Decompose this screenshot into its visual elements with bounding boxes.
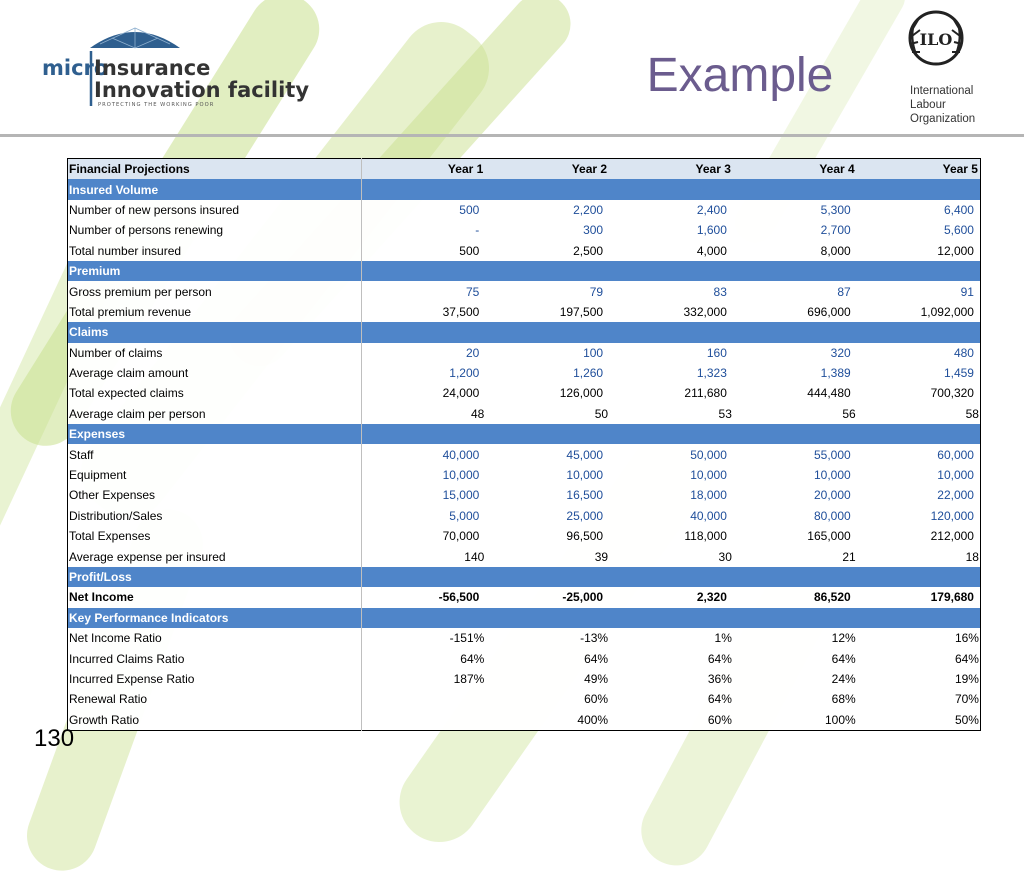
table-row bbox=[68, 587, 981, 607]
table-row bbox=[68, 404, 981, 424]
table-cell: 22,000 bbox=[857, 485, 981, 505]
table-cell: 5,000 bbox=[362, 506, 486, 526]
table-row bbox=[68, 506, 981, 526]
row-label: Total premium revenue bbox=[68, 302, 362, 322]
table-row bbox=[68, 710, 981, 731]
page-number: 130 bbox=[34, 725, 75, 752]
table-cell: 40,000 bbox=[609, 506, 733, 526]
row-label: Net Income bbox=[68, 587, 362, 607]
table-cell: 480 bbox=[857, 343, 981, 363]
table-cell: 75 bbox=[362, 281, 486, 301]
section-fill bbox=[362, 424, 486, 444]
slide-title: Example bbox=[646, 49, 834, 102]
column-header: Year 1 bbox=[362, 159, 486, 180]
table-cell: 2,400 bbox=[609, 200, 733, 220]
ilo-logo bbox=[900, 8, 990, 133]
table-cell: 179,680 bbox=[857, 587, 981, 607]
table-cell: 2,320 bbox=[609, 587, 733, 607]
section-fill bbox=[362, 322, 486, 342]
table-cell: 100% bbox=[733, 710, 857, 731]
column-header: Year 3 bbox=[609, 159, 733, 180]
table-cell bbox=[362, 710, 486, 731]
table-cell: 16,500 bbox=[485, 485, 609, 505]
row-label: Distribution/Sales bbox=[68, 506, 362, 526]
table-cell: 18,000 bbox=[609, 485, 733, 505]
table-cell: 37,500 bbox=[362, 302, 486, 322]
table-row bbox=[68, 444, 981, 464]
column-header: Year 5 bbox=[857, 159, 981, 180]
table-cell: 19% bbox=[857, 669, 981, 689]
table-row bbox=[68, 648, 981, 668]
table-cell: 2,700 bbox=[733, 220, 857, 240]
logo-text-micro: micro bbox=[42, 56, 109, 80]
section-fill bbox=[362, 179, 486, 199]
table-cell: 1,459 bbox=[857, 363, 981, 383]
table-cell: 4,000 bbox=[609, 241, 733, 261]
column-header: Financial Projections bbox=[68, 159, 362, 180]
table-row bbox=[68, 485, 981, 505]
section-fill bbox=[485, 424, 609, 444]
row-label: Growth Ratio bbox=[68, 710, 362, 731]
table-cell: 50,000 bbox=[609, 444, 733, 464]
table-row bbox=[68, 526, 981, 546]
table-cell: 444,480 bbox=[733, 383, 857, 403]
table-cell: 60% bbox=[485, 689, 609, 709]
table-row bbox=[68, 689, 981, 709]
table-cell: 24,000 bbox=[362, 383, 486, 403]
row-label: Average expense per insured bbox=[68, 546, 362, 566]
table-cell: 126,000 bbox=[485, 383, 609, 403]
table-cell: 30 bbox=[609, 546, 733, 566]
section-fill bbox=[609, 179, 733, 199]
section-fill bbox=[362, 261, 486, 281]
section-fill bbox=[609, 608, 733, 628]
table-cell: 1,600 bbox=[609, 220, 733, 240]
row-label: Equipment bbox=[68, 465, 362, 485]
table-cell: 87 bbox=[733, 281, 857, 301]
row-label: Staff bbox=[68, 444, 362, 464]
table-cell: 24% bbox=[733, 669, 857, 689]
table-cell: 50% bbox=[857, 710, 981, 731]
table-cell: 64% bbox=[362, 648, 486, 668]
table-cell: 58 bbox=[857, 404, 981, 424]
section-fill bbox=[857, 608, 981, 628]
section-fill bbox=[733, 608, 857, 628]
table-cell: 1,323 bbox=[609, 363, 733, 383]
table-cell: 1,200 bbox=[362, 363, 486, 383]
table-cell: 165,000 bbox=[733, 526, 857, 546]
table-cell: 55,000 bbox=[733, 444, 857, 464]
table-cell: 48 bbox=[362, 404, 486, 424]
section-fill bbox=[733, 567, 857, 587]
table-cell: 10,000 bbox=[362, 465, 486, 485]
table-cell: 91 bbox=[857, 281, 981, 301]
logo-text-insurance: Insurance bbox=[94, 56, 211, 80]
table-cell: 160 bbox=[609, 343, 733, 363]
table-cell: 500 bbox=[362, 241, 486, 261]
table-cell: 211,680 bbox=[609, 383, 733, 403]
table-cell: 68% bbox=[733, 689, 857, 709]
table-cell: 64% bbox=[733, 648, 857, 668]
table-cell: 700,320 bbox=[857, 383, 981, 403]
table-cell: -25,000 bbox=[485, 587, 609, 607]
table-cell: 86,520 bbox=[733, 587, 857, 607]
table-cell: 83 bbox=[609, 281, 733, 301]
section-fill bbox=[609, 567, 733, 587]
section-fill bbox=[362, 567, 486, 587]
section-header-row bbox=[68, 424, 981, 444]
section-fill bbox=[609, 322, 733, 342]
table-cell: 64% bbox=[609, 689, 733, 709]
table-cell: 332,000 bbox=[609, 302, 733, 322]
section-fill bbox=[485, 322, 609, 342]
table-cell: 1% bbox=[609, 628, 733, 648]
row-label: Total expected claims bbox=[68, 383, 362, 403]
table-cell: 100 bbox=[485, 343, 609, 363]
section-fill bbox=[485, 261, 609, 281]
table-cell: -151% bbox=[362, 628, 486, 648]
table-cell: 64% bbox=[857, 648, 981, 668]
section-fill bbox=[857, 179, 981, 199]
header-divider bbox=[0, 134, 1024, 137]
section-title: Premium bbox=[68, 261, 362, 281]
section-fill bbox=[857, 424, 981, 444]
table-cell: 15,000 bbox=[362, 485, 486, 505]
table-cell: 60% bbox=[609, 710, 733, 731]
row-label: Total number insured bbox=[68, 241, 362, 261]
table-cell: 10,000 bbox=[485, 465, 609, 485]
table-cell: 18 bbox=[857, 546, 981, 566]
table-row bbox=[68, 200, 981, 220]
table-cell: 500 bbox=[362, 200, 486, 220]
table-cell: 21 bbox=[733, 546, 857, 566]
row-label: Number of new persons insured bbox=[68, 200, 362, 220]
ilo-text-line: International bbox=[910, 85, 974, 97]
table-header-row bbox=[68, 159, 981, 180]
ilo-emblem-text: ILO bbox=[919, 30, 953, 49]
table-cell bbox=[362, 689, 486, 709]
table-cell: - bbox=[362, 220, 486, 240]
ilo-text-line: Organization bbox=[910, 113, 976, 125]
section-title: Insured Volume bbox=[68, 179, 362, 199]
table-cell: 5,300 bbox=[733, 200, 857, 220]
section-header-row bbox=[68, 322, 981, 342]
table-row bbox=[68, 383, 981, 403]
table-cell: 50 bbox=[485, 404, 609, 424]
section-title: Key Performance Indicators bbox=[68, 608, 362, 628]
table-row bbox=[68, 281, 981, 301]
table-cell: 16% bbox=[857, 628, 981, 648]
table-cell: 187% bbox=[362, 669, 486, 689]
table-cell: 300 bbox=[485, 220, 609, 240]
row-label: Average claim per person bbox=[68, 404, 362, 424]
column-header: Year 4 bbox=[733, 159, 857, 180]
table-cell: 212,000 bbox=[857, 526, 981, 546]
table-cell: 2,200 bbox=[485, 200, 609, 220]
section-fill bbox=[362, 608, 486, 628]
table-cell: 2,500 bbox=[485, 241, 609, 261]
table-cell: 70,000 bbox=[362, 526, 486, 546]
section-fill bbox=[609, 424, 733, 444]
financial-projections-table bbox=[67, 158, 981, 731]
table-cell: 96,500 bbox=[485, 526, 609, 546]
financial-projections-table-container bbox=[67, 158, 980, 731]
table-cell: 40,000 bbox=[362, 444, 486, 464]
table-body bbox=[68, 179, 981, 730]
table-cell: 10,000 bbox=[733, 465, 857, 485]
table-cell: 79 bbox=[485, 281, 609, 301]
table-cell: 49% bbox=[485, 669, 609, 689]
row-label: Incurred Expense Ratio bbox=[68, 669, 362, 689]
table-cell: 320 bbox=[733, 343, 857, 363]
section-fill bbox=[485, 608, 609, 628]
section-title: Claims bbox=[68, 322, 362, 342]
section-title: Expenses bbox=[68, 424, 362, 444]
table-cell: 80,000 bbox=[733, 506, 857, 526]
section-header-row bbox=[68, 261, 981, 281]
table-row bbox=[68, 465, 981, 485]
table-cell: 36% bbox=[609, 669, 733, 689]
row-label: Gross premium per person bbox=[68, 281, 362, 301]
section-fill bbox=[857, 261, 981, 281]
table-cell: 8,000 bbox=[733, 241, 857, 261]
table-cell: 400% bbox=[485, 710, 609, 731]
table-cell: 20,000 bbox=[733, 485, 857, 505]
table-cell: 1,260 bbox=[485, 363, 609, 383]
section-fill bbox=[857, 322, 981, 342]
table-row bbox=[68, 546, 981, 566]
table-cell: 118,000 bbox=[609, 526, 733, 546]
logo-text-innovation: Innovation facility bbox=[94, 78, 310, 102]
section-fill bbox=[485, 179, 609, 199]
table-cell: 12% bbox=[733, 628, 857, 648]
row-label: Renewal Ratio bbox=[68, 689, 362, 709]
table-cell: 1,092,000 bbox=[857, 302, 981, 322]
section-fill bbox=[733, 261, 857, 281]
section-title: Profit/Loss bbox=[68, 567, 362, 587]
table-cell: 1,389 bbox=[733, 363, 857, 383]
table-row bbox=[68, 628, 981, 648]
section-fill bbox=[485, 567, 609, 587]
section-fill bbox=[609, 261, 733, 281]
table-cell: 64% bbox=[609, 648, 733, 668]
row-label: Number of claims bbox=[68, 343, 362, 363]
table-row bbox=[68, 669, 981, 689]
section-fill bbox=[857, 567, 981, 587]
row-label: Net Income Ratio bbox=[68, 628, 362, 648]
table-cell: 39 bbox=[485, 546, 609, 566]
table-cell: 64% bbox=[485, 648, 609, 668]
table-row bbox=[68, 220, 981, 240]
table-cell: 10,000 bbox=[857, 465, 981, 485]
section-header-row bbox=[68, 567, 981, 587]
table-cell: 140 bbox=[362, 546, 486, 566]
table-cell: 6,400 bbox=[857, 200, 981, 220]
table-cell: 45,000 bbox=[485, 444, 609, 464]
table-cell: 696,000 bbox=[733, 302, 857, 322]
table-cell: 12,000 bbox=[857, 241, 981, 261]
section-header-row bbox=[68, 179, 981, 199]
table-cell: 120,000 bbox=[857, 506, 981, 526]
table-row bbox=[68, 302, 981, 322]
microinsurance-logo bbox=[40, 22, 310, 112]
table-cell: 10,000 bbox=[609, 465, 733, 485]
table-cell: 5,600 bbox=[857, 220, 981, 240]
column-header: Year 2 bbox=[485, 159, 609, 180]
row-label: Number of persons renewing bbox=[68, 220, 362, 240]
table-row bbox=[68, 241, 981, 261]
table-cell: 53 bbox=[609, 404, 733, 424]
row-label: Average claim amount bbox=[68, 363, 362, 383]
table-cell: 25,000 bbox=[485, 506, 609, 526]
table-cell: 197,500 bbox=[485, 302, 609, 322]
row-label: Incurred Claims Ratio bbox=[68, 648, 362, 668]
table-cell: 70% bbox=[857, 689, 981, 709]
section-fill bbox=[733, 179, 857, 199]
table-cell: 60,000 bbox=[857, 444, 981, 464]
table-cell: 56 bbox=[733, 404, 857, 424]
table-cell: -13% bbox=[485, 628, 609, 648]
section-fill bbox=[733, 322, 857, 342]
table-row bbox=[68, 343, 981, 363]
row-label: Total Expenses bbox=[68, 526, 362, 546]
ilo-text-line: Labour bbox=[910, 99, 946, 111]
section-fill bbox=[733, 424, 857, 444]
section-header-row bbox=[68, 608, 981, 628]
table-cell: -56,500 bbox=[362, 587, 486, 607]
table-row bbox=[68, 363, 981, 383]
row-label: Other Expenses bbox=[68, 485, 362, 505]
table-cell: 20 bbox=[362, 343, 486, 363]
logo-tagline: PROTECTING THE WORKING POOR bbox=[98, 102, 215, 108]
